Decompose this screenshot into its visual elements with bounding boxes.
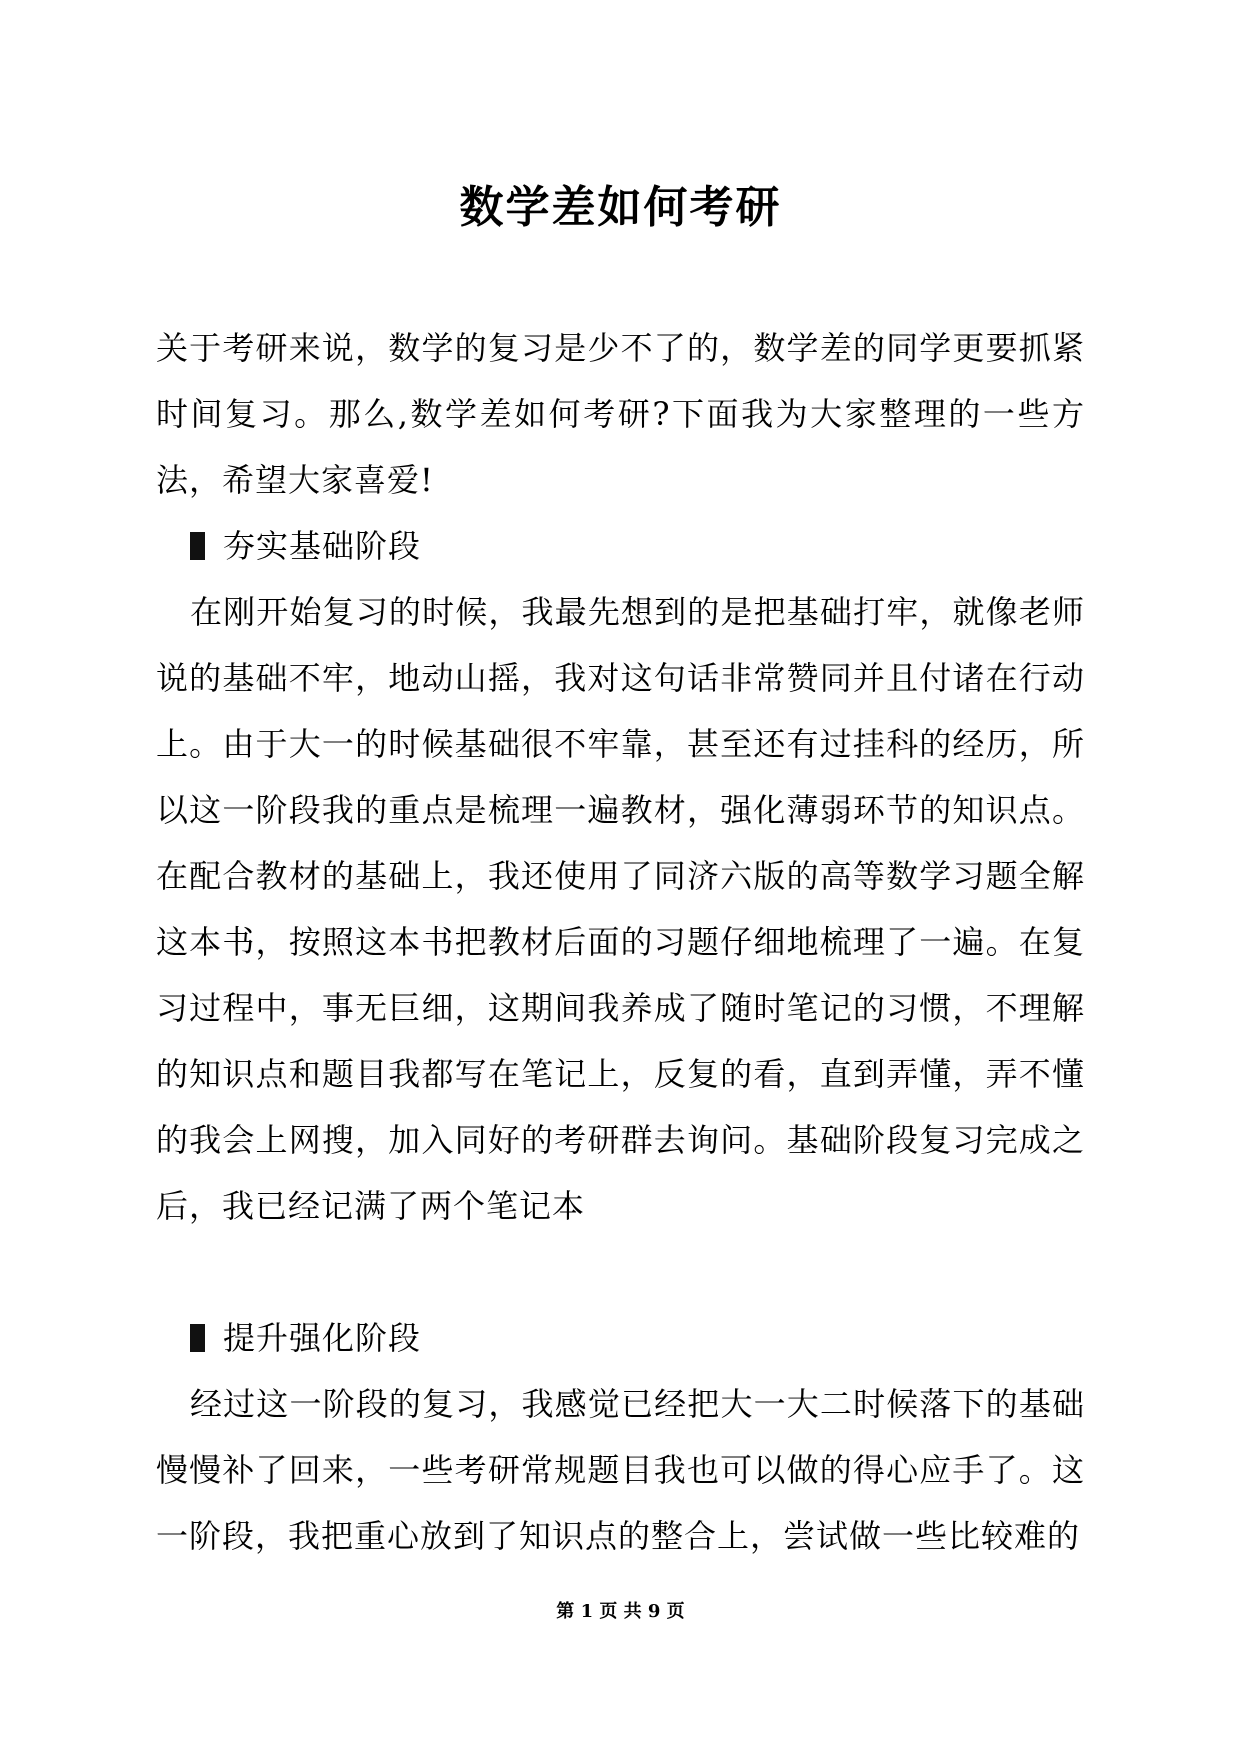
section-paragraph-improvement: 经过这一阶段的复习，我感觉已经把大一大二时候落下的基础慢慢补了回来，一些考研常规题目我也可以做的得心应手了。这一阶段，我把重心放到了知识点的整合上，尝试做一些比较难的 xyxy=(156,1385,1085,1555)
page-number-footer: 第 1 页 共 9 页 xyxy=(556,1601,685,1622)
document-body xyxy=(156,315,1085,1569)
section-heading-foundation xyxy=(156,513,1085,579)
heading-bullet-icon xyxy=(190,1324,205,1352)
intro-paragraph: 关于考研来说，数学的复习是少不了的，数学差的同学更要抓紧时间复习。那么,数学差如何考研?下面我为大家整理的一些方法，希望大家喜爱! xyxy=(156,329,1085,499)
document-title: 数学差如何考研 xyxy=(459,182,782,233)
section-paragraph-foundation: 在刚开始复习的时候，我最先想到的是把基础打牢，就像老师说的基础不牢，地动山摇，我对这句话非常赞同并且付诸在行动上。由于大一的时候基础很不牢靠，甚至还有过挂科的经历，所以这一阶段我的重点是梳理一遍教材，强化薄弱环节的知识点。在配合教材的基础上，我还使用了同济六版的高等数学习题全解这本书，按照这本书把教材后面的习题仔细地梳理了一遍。在复习过程中，事无巨细，这期间我养成了随时笔记的习惯，不理解的知识点和题目我都写在笔记上，反复的看，直到弄懂，弄不懂的我会上网搜，加入同好的考研群去询问。基础阶段复习完成之后，我已经记满了两个笔记本 xyxy=(156,593,1085,1225)
blank-line xyxy=(156,1239,1085,1305)
section-heading-text: 提升强化阶段 xyxy=(223,1319,422,1357)
heading-bullet-icon xyxy=(190,532,205,560)
section-heading-improvement xyxy=(156,1305,1085,1371)
section-heading-text: 夯实基础阶段 xyxy=(223,527,422,565)
